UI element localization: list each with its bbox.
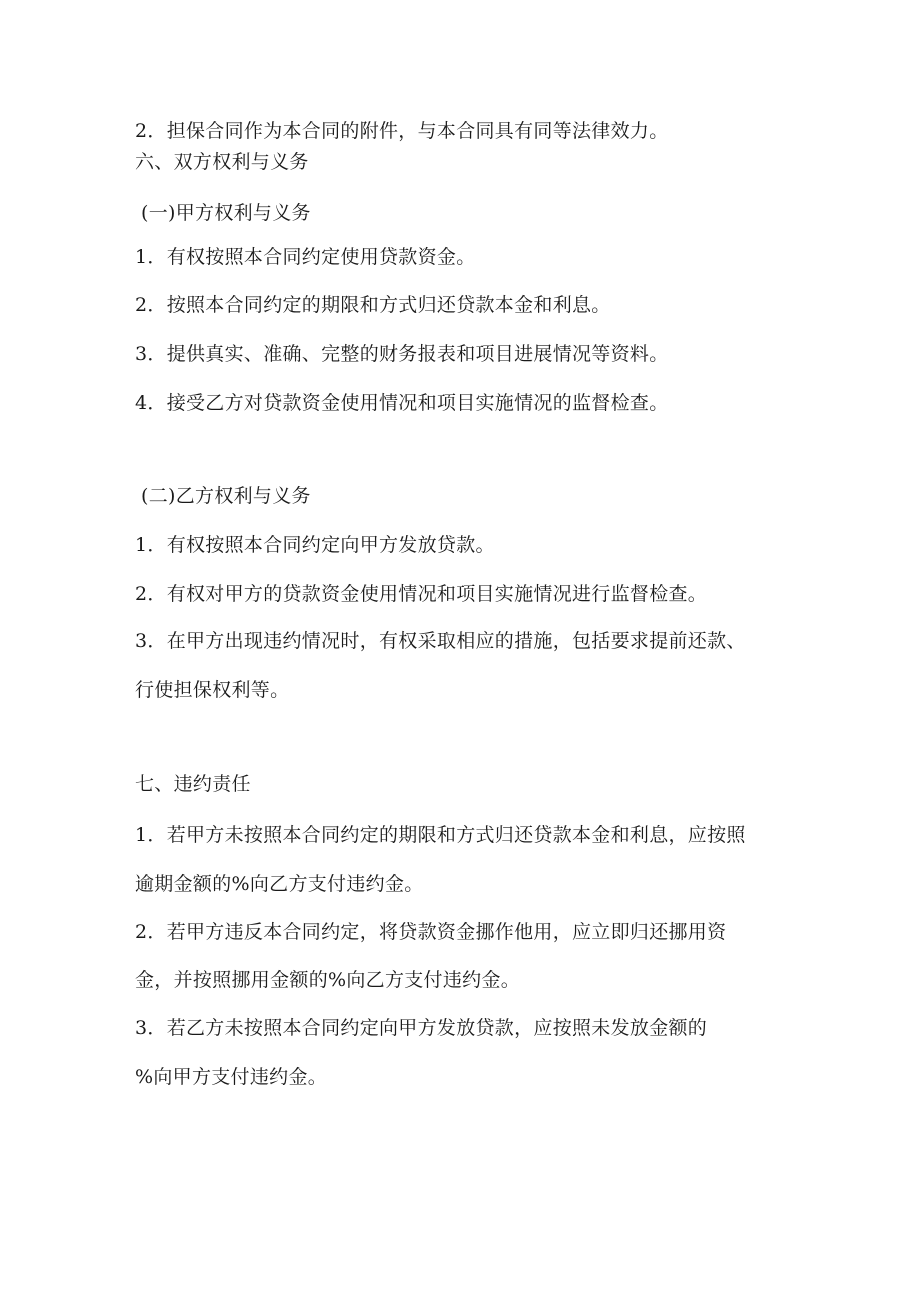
part1-item-1: 1．有权按照本合同约定使用贷款资金。 bbox=[135, 246, 476, 268]
section7-item-2-cont: 金，并按照挪用金额的%向乙方支付违约金。 bbox=[135, 969, 521, 991]
section5-item-2: 2．担保合同作为本合同的附件，与本合同具有同等法律效力。 bbox=[135, 120, 669, 142]
part1-item-2: 2．按照本合同约定的期限和方式归还贷款本金和利息。 bbox=[135, 294, 611, 316]
part2-item-2: 2．有权对甲方的贷款资金使用情况和项目实施情况进行监督检查。 bbox=[135, 583, 708, 605]
section7-item-3: 3．若乙方未按照本合同约定向甲方发放贷款，应按照未发放金额的 bbox=[135, 1017, 708, 1039]
section6-part1-title: (一)甲方权利与义务 bbox=[141, 202, 311, 224]
section7-item-3-cont: %向甲方支付违约金。 bbox=[135, 1066, 328, 1088]
section7-item-2: 2．若甲方违反本合同约定，将贷款资金挪作他用，应立即归还挪用资 bbox=[135, 921, 727, 943]
section6-part2-title: (二)乙方权利与义务 bbox=[141, 485, 311, 507]
part1-item-3: 3．提供真实、准确、完整的财务报表和项目进展情况等资料。 bbox=[135, 343, 669, 365]
section7-item-1-cont: 逾期金额的%向乙方支付违约金。 bbox=[135, 873, 424, 895]
part2-item-1: 1．有权按照本合同约定向甲方发放贷款。 bbox=[135, 534, 495, 556]
section7-item-1: 1．若甲方未按照本合同约定的期限和方式归还贷款本金和利息，应按照 bbox=[135, 824, 746, 846]
part2-item-3: 3．在甲方出现违约情况时，有权采取相应的措施，包括要求提前还款、 bbox=[135, 630, 746, 652]
part1-item-4: 4．接受乙方对贷款资金使用情况和项目实施情况的监督检查。 bbox=[135, 392, 669, 414]
section6-title: 六、双方权利与义务 bbox=[135, 151, 309, 173]
section7-title: 七、违约责任 bbox=[135, 773, 251, 795]
part2-item-3-cont: 行使担保权利等。 bbox=[135, 679, 290, 701]
